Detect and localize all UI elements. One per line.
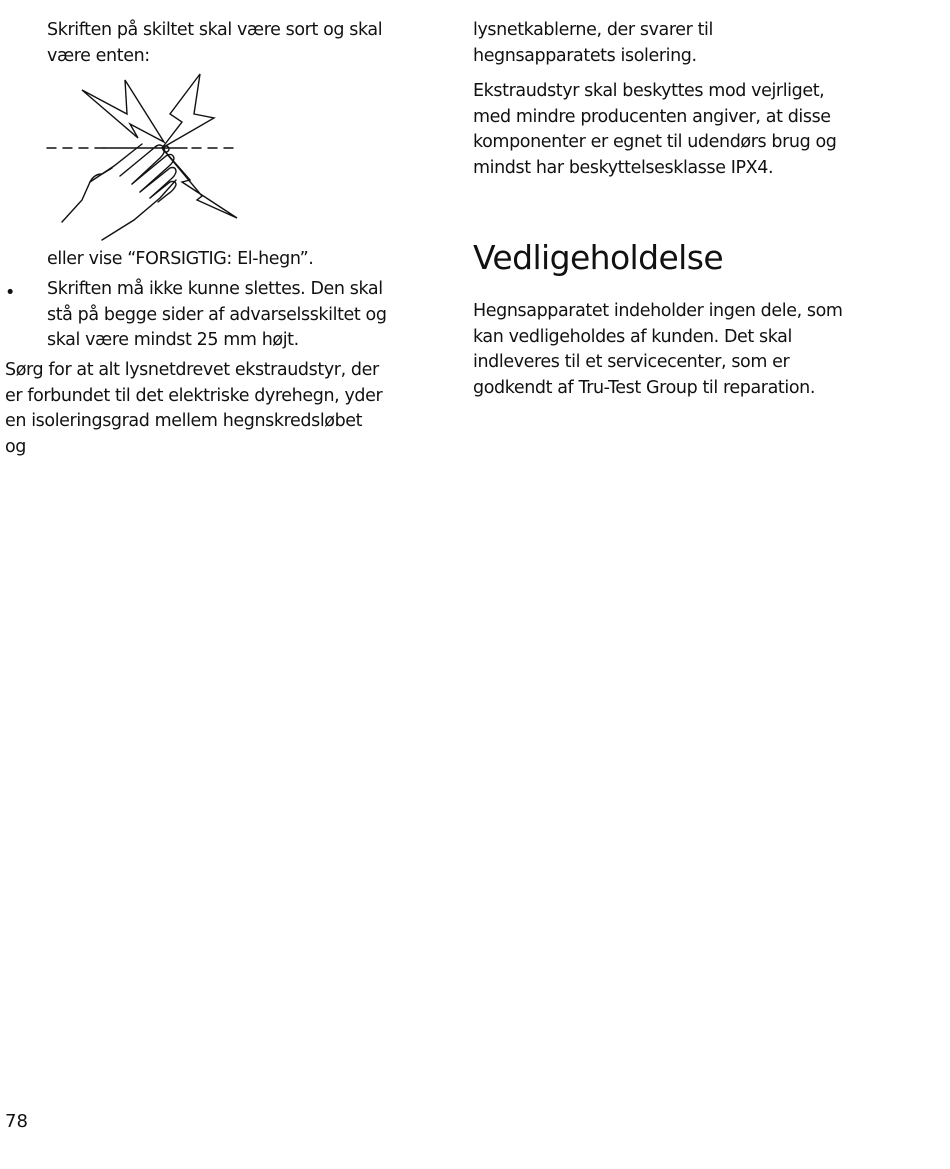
figure-caption: eller vise “FORSIGTIG: El-hegn”. [47,249,314,269]
continuation-paragraph: lysnetkablerne, der svarer til hegnsapparatets isolering. [473,20,713,66]
bullet-marker: • [5,283,16,303]
isolation-paragraph: Sørg for at alt lysnetdrevet ekstraudstyr, der er forbundet til det elektriske dyrehegn, yder en isoleringsgrad mellem hegnskredsløbet og [5,360,383,457]
section-heading-maintenance: Vedligeholdelse [473,238,724,277]
bullet-text-lettering: Skriften må ikke kunne slettes. Den skal stå på begge sider af advarselsskiltet og skal være mindst 25 mm højt. [47,279,387,350]
electric-fence-warning-icon [42,70,242,245]
lightning-bolt-upper-left [82,80,164,142]
maintenance-paragraph: Hegnsapparatet indeholder ingen dele, som kan vedligeholdes af kunden. Det skal indleveres til et servicecenter, som er godkendt af Tru-Test Group til reparation. [473,301,843,398]
hand-drawing [62,144,176,240]
accessories-paragraph: Ekstraudstyr skal beskyttes mod vejrliget, med mindre producenten angiver, at disse komponenter er egnet til udendørs brug og mindst har beskyttelsesklasse IPX4. [473,81,837,178]
lightning-bolt-upper-right [162,74,214,148]
page-number: 78 [5,1111,28,1132]
sign-text-requirement: Skriften på skiltet skal være sort og skal være enten: [47,20,383,66]
